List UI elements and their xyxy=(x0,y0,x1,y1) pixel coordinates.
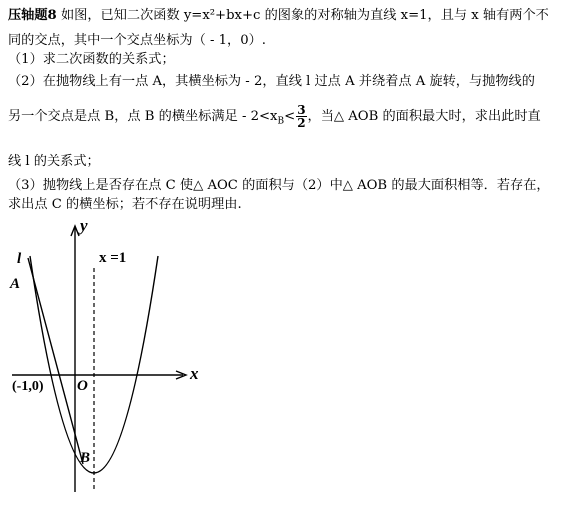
problem-question-2: （2）在抛物线上有一点 A，其横坐标为 - 2，直线 l 过点 A 并绕着点 A 旋转，与抛物线的 xyxy=(8,74,535,89)
problem-line-2: 同的交点，其中一个交点坐标为（ - 1，0）. xyxy=(8,33,266,48)
problem-line-1-text: 如图，已知二次函数 y=x²+bx+c 的图象的对称轴为直线 x=1，且与 x 轴有两个不 xyxy=(56,8,549,23)
symmetry-label: x =1 xyxy=(99,250,127,266)
point-neg1-label: (-1,0) xyxy=(12,379,44,394)
problem-question-3: （3）抛物线上是否存在点 C 使△ AOC 的面积与（2）中△ AOB 的最大面积相等．若存在， xyxy=(8,178,550,193)
point-a-label: A xyxy=(10,276,21,292)
parabola-curve xyxy=(30,256,158,473)
line-l-label: l xyxy=(17,251,22,267)
problem-question-3-cont: 求出点 C 的横坐标；若不存在说明理由. xyxy=(8,197,242,212)
q2-subscript: B xyxy=(277,116,285,127)
y-axis-label: y xyxy=(80,216,88,235)
q2-text-a: 另一个交点是点 B，点 B 的横坐标满足 - 2<x xyxy=(8,109,278,124)
problem-label: 压轴题8 xyxy=(8,8,57,23)
point-b-label: B xyxy=(80,450,91,466)
origin-label: O xyxy=(77,378,88,394)
problem-question-1: （1）求二次函数的关系式； xyxy=(8,52,175,67)
fraction-numerator: 3 xyxy=(297,103,306,117)
problem-question-2-end: 线 l 的关系式； xyxy=(8,154,100,169)
x-axis-label: x xyxy=(190,364,199,383)
q2-text-c: ，当△ AOB 的面积最大时，求出此时直 xyxy=(307,109,541,124)
fraction-denominator: 2 xyxy=(297,116,306,130)
q2-less-than: < xyxy=(284,109,296,124)
